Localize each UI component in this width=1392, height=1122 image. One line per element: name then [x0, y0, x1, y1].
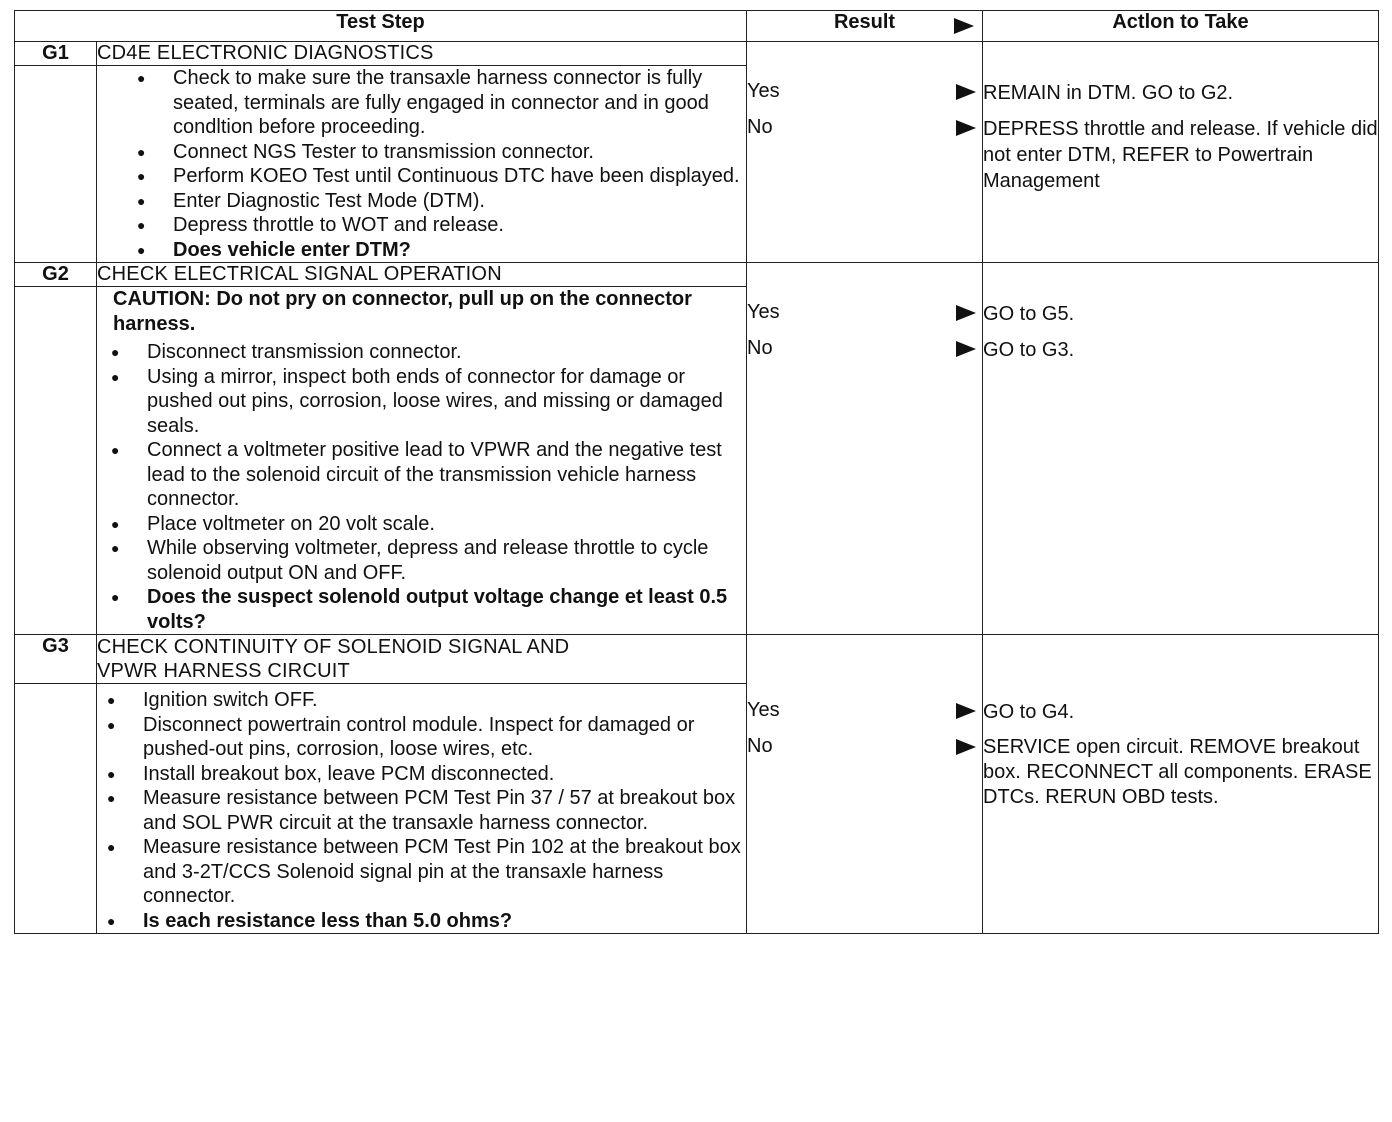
action-no: GO to G3.: [983, 339, 1075, 361]
bullet-item: ● While observing voltmeter, depress and release throttle to cycle solenoid output ON and OFF.: [109, 536, 746, 585]
step-procedure: [97, 684, 747, 934]
step-title-row: [15, 42, 1379, 66]
bullet-item: ● Place voltmeter on 20 volt scale.: [109, 512, 746, 537]
bullet-item: ● Install breakout box, leave PCM disconnected.: [105, 762, 746, 787]
triangle-right-icon: [956, 84, 976, 100]
bullet-question: ● Does vehicle enter DTM?: [135, 238, 746, 263]
bullet-item: ● Measure resistance between PCM Test Pin 37 / 57 at breakout box and SOL PWR circuit at the transaxle harness connector.: [105, 786, 746, 835]
bullet-item: ● Enter Diagnostic Test Mode (DTM).: [135, 189, 746, 214]
result-yes: [747, 301, 982, 337]
triangle-right-icon: [956, 703, 976, 719]
header-row: [15, 11, 1379, 42]
action-no: SERVICE open circuit. REMOVE breakout box. RECONNECT all components. ERASE DTCs. RERUN OBD tests.: [983, 736, 1372, 808]
triangle-right-icon: [954, 18, 974, 34]
header-test-step: Test Step: [15, 11, 747, 42]
action-cell: [983, 42, 1379, 263]
triangle-right-icon: [956, 305, 976, 321]
action-cell: [983, 635, 1379, 934]
step-id-spacer: [15, 66, 97, 263]
result-no: [747, 735, 982, 771]
action-no: DEPRESS throttle and release. If vehicle did not enter DTM, REFER to Powertrain Management: [983, 118, 1378, 192]
bullet-list: [105, 688, 746, 933]
result-label: No: [747, 116, 773, 138]
action-yes: GO to G5.: [983, 303, 1075, 325]
step-title-row: [15, 635, 1379, 684]
result-cell: [747, 42, 983, 263]
bullet-item: ● Check to make sure the transaxle harness connector is fully seated, terminals are fully engaged in connector and in good condltion before proceeding.: [135, 66, 746, 140]
bullet-list: [109, 340, 746, 634]
bullet-item: ● Perform KOEO Test until Continuous DTC have been displayed.: [135, 164, 746, 189]
action-yes: GO to G4.: [983, 701, 1075, 723]
bullet-item: ● Disconnect powertrain control module. Inspect for damaged or pushed-out pins, corrosion, loose wires, etc.: [105, 713, 746, 762]
result-label: Yes: [747, 80, 780, 102]
action-cell: [983, 263, 1379, 635]
header-result-label: Result: [833, 11, 896, 33]
step-procedure: [97, 287, 747, 635]
bullet-item: ● Depress throttle to WOT and release.: [135, 213, 746, 238]
bullet-item: ● Connect NGS Tester to transmission connector.: [135, 140, 746, 165]
result-label: No: [747, 735, 773, 757]
bullet-item: ● Ignition switch OFF.: [105, 688, 746, 713]
bullet-question: ● Is each resistance less than 5.0 ohms?: [105, 909, 746, 934]
action-yes: REMAIN in DTM. GO to G2.: [983, 82, 1234, 104]
result-label: No: [747, 337, 773, 359]
bullet-question: ● Does the suspect solenold output voltage change et least 0.5 volts?: [109, 585, 746, 634]
result-yes: [747, 699, 982, 735]
result-no: [747, 116, 982, 152]
header-action: Actlon to Take: [983, 11, 1379, 42]
bullet-item: ● Using a mirror, inspect both ends of connector for damage or pushed out pins, corrosion, loose wires, and missing or damaged seals.: [109, 365, 746, 439]
step-title-row: [15, 263, 1379, 287]
header-result: [747, 11, 983, 42]
step-title: CD4E ELECTRONIC DIAGNOSTICS: [97, 42, 747, 66]
result-label: Yes: [747, 699, 780, 721]
result-no: [747, 337, 982, 373]
bullet-item: ● Disconnect transmission connector.: [109, 340, 746, 365]
triangle-right-icon: [956, 739, 976, 755]
step-id: G2: [15, 263, 97, 287]
bullet-item: ● Measure resistance between PCM Test Pin 102 at the breakout box and 3-2T/CCS Solenoid signal pin at the transaxle harness connector.: [105, 835, 746, 909]
result-label: Yes: [747, 301, 780, 323]
step-procedure: [97, 66, 747, 263]
caution-note: CAUTION: Do not pry on connector, pull up on the connector harness.: [113, 288, 692, 335]
step-id: G3: [15, 635, 97, 684]
result-cell: [747, 263, 983, 635]
step-id-spacer: [15, 287, 97, 635]
bullet-list: [135, 66, 746, 262]
result-cell: [747, 635, 983, 934]
step-title: CHECK ELECTRICAL SIGNAL OPERATION: [97, 263, 747, 287]
step-id-spacer: [15, 684, 97, 934]
triangle-right-icon: [956, 341, 976, 357]
bullet-item: ● Connect a voltmeter positive lead to VPWR and the negative test lead to the solenoid circuit of the transmission vehicle harness connector.: [109, 438, 746, 512]
step-id: G1: [15, 42, 97, 66]
step-title: CHECK CONTINUITY OF SOLENOID SIGNAL AND VPWR HARNESS CIRCUIT: [97, 635, 747, 684]
diagnostic-table: [14, 10, 1379, 934]
triangle-right-icon: [956, 120, 976, 136]
result-yes: [747, 80, 982, 116]
